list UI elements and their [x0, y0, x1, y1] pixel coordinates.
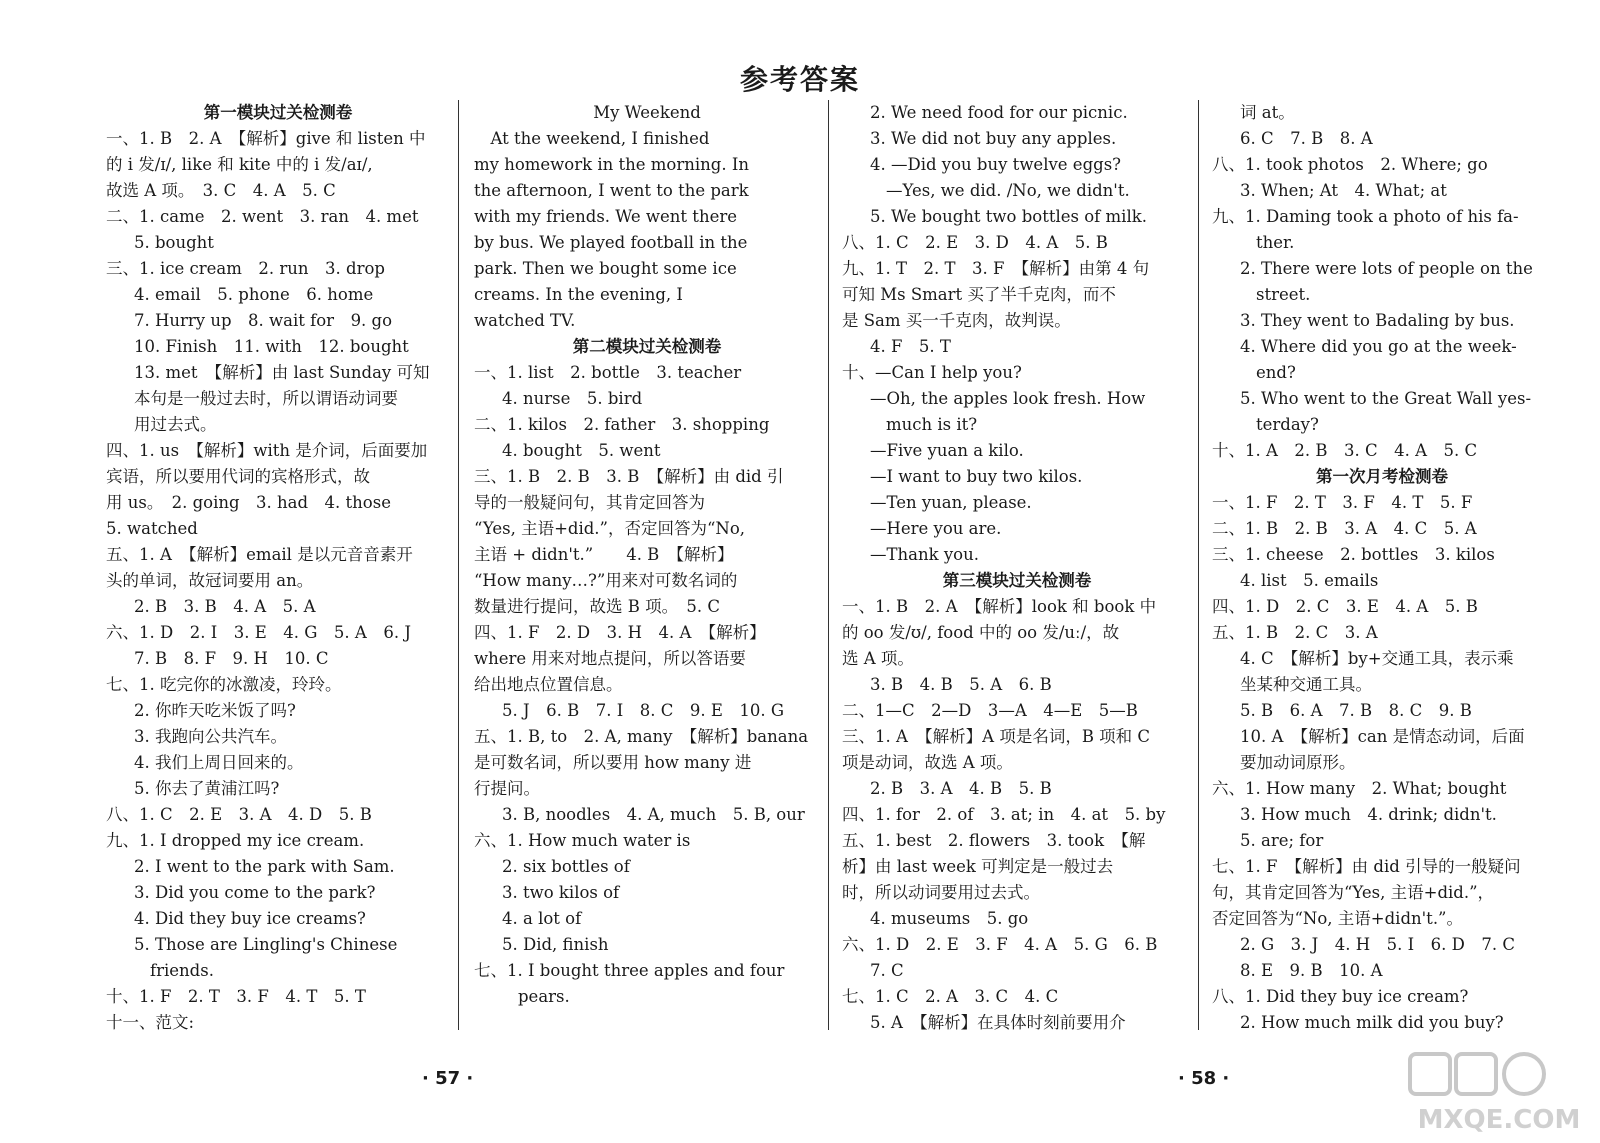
answer-line: 10. Finish 11. with 12. bought	[134, 337, 409, 356]
answer-line: 一、1. B 2. A 【解析】give 和 listen 中	[106, 129, 426, 148]
answer-line: where 用来对地点提问，所以答语要	[474, 649, 746, 668]
answer-line: 4. a lot of	[502, 909, 582, 928]
answer-column-4	[1212, 100, 1552, 1040]
answer-line: 三、1. cheese 2. bottles 3. kilos	[1212, 545, 1495, 564]
answer-line: 八、1. C 2. E 3. D 4. A 5. B	[842, 233, 1108, 252]
answer-line: 句，其肯定回答为“Yes, 主语+did.”，	[1212, 883, 1495, 902]
answer-line: 第一次月考检测卷	[1316, 467, 1448, 486]
answer-line: 七、1. C 2. A 3. C 4. C	[842, 987, 1059, 1006]
answer-line: park. Then we bought some ice	[474, 259, 737, 278]
answer-line: 词 at。	[1240, 103, 1295, 122]
answer-line: —Here you are.	[870, 519, 1002, 538]
answer-line: 一、1. list 2. bottle 3. teacher	[474, 363, 742, 382]
answer-line: 4. list 5. emails	[1240, 571, 1379, 590]
answer-line: 4. F 5. T	[870, 337, 951, 356]
answer-line: 3. We did not buy any apples.	[870, 129, 1117, 148]
answer-line: 一、1. B 2. A 【解析】look 和 book 中	[842, 597, 1157, 616]
answer-line: pears.	[518, 987, 570, 1006]
answer-line: 2. There were lots of people on the	[1240, 259, 1533, 278]
answer-line: 8. E 9. B 10. A	[1240, 961, 1383, 980]
answer-line: —Oh, the apples look fresh. How	[870, 389, 1146, 408]
answer-line: 2. B 3. A 4. B 5. B	[870, 779, 1052, 798]
answer-line: —Yes, we did. /No, we didn't.	[886, 181, 1130, 200]
answer-line: “How many…?”用来对可数名词的	[474, 571, 738, 590]
column-divider	[458, 100, 459, 1030]
answer-line: 用过去式。	[134, 415, 217, 434]
answer-line: my homework in the morning. In	[474, 155, 749, 174]
answer-line: 5. are; for	[1240, 831, 1324, 850]
answer-line: 六、1. D 2. E 3. F 4. A 5. G 6. B	[842, 935, 1158, 954]
answer-line: 7. C	[870, 961, 904, 980]
answer-line: 4. email 5. phone 6. home	[134, 285, 374, 304]
answer-line: 的 oo 发/ʊ/, food 中的 oo 发/uː/，故	[842, 623, 1120, 642]
answer-line: 5. B 6. A 7. B 8. C 9. B	[1240, 701, 1472, 720]
answer-line: 析】由 last week 可判定是一般过去	[842, 857, 1114, 876]
answer-line: 第二模块过关检测卷	[572, 337, 722, 356]
answer-line: 6. C 7. B 8. A	[1240, 129, 1373, 148]
answer-line: 七、1. F 【解析】由 did 引导的一般疑问	[1212, 857, 1521, 876]
answer-line: 第三模块过关检测卷	[942, 571, 1092, 590]
answer-line: 五、1. A 【解析】email 是以元音音素开	[106, 545, 413, 564]
answer-column-2	[474, 100, 820, 1040]
answer-line: 2. B 3. B 4. A 5. A	[134, 597, 316, 616]
answer-line: 2. I went to the park with Sam.	[134, 857, 395, 876]
answer-line: 否定回答为“No, 主语+didn't.”。	[1212, 909, 1463, 928]
answer-line: 六、1. How many 2. What; bought	[1212, 779, 1507, 798]
column-divider	[1198, 100, 1199, 1030]
answer-line: 5. We bought two bottles of milk.	[870, 207, 1147, 226]
answer-line: 的 i 发/ɪ/, like 和 kite 中的 i 发/aɪ/,	[106, 155, 373, 174]
answer-line: 行提问。	[474, 779, 540, 798]
answer-line: 故选 A 项。 3. C 4. A 5. C	[106, 181, 336, 200]
answer-line: 5. Those are Lingling's Chinese	[134, 935, 398, 954]
answer-line: At the weekend, I finished	[474, 129, 710, 148]
answer-line: 4. —Did you buy twelve eggs?	[870, 155, 1122, 174]
answer-line: 二、1. came 2. went 3. ran 4. met	[106, 207, 419, 226]
answer-line: 三、1. A 【解析】A 项是名词，B 项和 C	[842, 727, 1151, 746]
answer-line: the afternoon, I went to the park	[474, 181, 749, 200]
answer-line: 是可数名词，所以要用 how many 进	[474, 753, 752, 772]
answer-line: ther.	[1256, 233, 1295, 252]
answer-line: with my friends. We went there	[474, 207, 737, 226]
answer-line: 数量进行提问，故选 B 项。 5. C	[474, 597, 720, 616]
answer-line: 2. 你昨天吃米饭了吗?	[134, 701, 296, 720]
answer-line: friends.	[150, 961, 214, 980]
answer-line: 4. bought 5. went	[502, 441, 661, 460]
answer-line: 三、1. ice cream 2. run 3. drop	[106, 259, 385, 278]
answer-line: 十一、范文:	[106, 1013, 195, 1032]
answer-line: 3. How much 4. drink; didn't.	[1240, 805, 1497, 824]
answer-line: 5. 你去了黄浦江吗?	[134, 779, 280, 798]
answer-line: by bus. We played football in the	[474, 233, 748, 252]
answer-line: 四、1. F 2. D 3. H 4. A 【解析】	[474, 623, 766, 642]
answer-line: 二、1. kilos 2. father 3. shopping	[474, 415, 770, 434]
answer-line: 九、1. Daming took a photo of his fa-	[1212, 207, 1519, 226]
answer-line: 5. Did, finish	[502, 935, 609, 954]
answer-line: 四、1. for 2. of 3. at; in 4. at 5. by	[842, 805, 1166, 824]
answer-line: 3. Did you come to the park?	[134, 883, 376, 902]
answer-line: 十、1. A 2. B 3. C 4. A 5. C	[1212, 441, 1478, 460]
answer-line: 九、1. T 2. T 3. F 【解析】由第 4 句	[842, 259, 1150, 278]
answer-line: “Yes, 主语+did.”，否定回答为“No,	[474, 519, 746, 538]
answer-line: 四、1. us 【解析】with 是介词，后面要加	[106, 441, 428, 460]
answer-line: 主语 + didn't.” 4. B 【解析】	[474, 545, 734, 564]
answer-line: 2. G 3. J 4. H 5. I 6. D 7. C	[1240, 935, 1515, 954]
answer-line: 十、1. F 2. T 3. F 4. T 5. T	[106, 987, 366, 1006]
answer-line: terday?	[1256, 415, 1319, 434]
answer-line: 一、1. F 2. T 3. F 4. T 5. F	[1212, 493, 1473, 512]
answer-line: 3. B, noodles 4. A, much 5. B, our	[502, 805, 805, 824]
answer-line: much is it?	[886, 415, 978, 434]
watermark-text: MXQE.COM	[1417, 1105, 1581, 1135]
answer-line: 4. C 【解析】by+交通工具，表示乘	[1240, 649, 1514, 668]
answer-line: 五、1. B, to 2. A, many 【解析】banana	[474, 727, 809, 746]
answer-line: 5. watched	[106, 519, 198, 538]
answer-line: 项是动词，故选 A 项。	[842, 753, 1013, 772]
answer-line: 3. two kilos of	[502, 883, 620, 902]
answer-line: 4. nurse 5. bird	[502, 389, 643, 408]
answer-line: 五、1. B 2. C 3. A	[1212, 623, 1378, 642]
answer-line: 4. 我们上周日回来的。	[134, 753, 304, 772]
answer-line: 八、1. C 2. E 3. A 4. D 5. B	[106, 805, 372, 824]
answer-line: 4. museums 5. go	[870, 909, 1029, 928]
page-number-left: · 57 ·	[422, 1068, 474, 1089]
answer-line: My Weekend	[593, 103, 701, 122]
answer-line: 二、1—C 2—D 3—A 4—E 5—B	[842, 701, 1138, 720]
answer-line: 5. A 【解析】在具体时刻前要用介	[870, 1013, 1126, 1032]
answer-line: 六、1. How much water is	[474, 831, 691, 850]
answer-line: 用 us。 2. going 3. had 4. those	[106, 493, 391, 512]
page-title: 参考答案	[739, 63, 860, 96]
answer-line: 二、1. B 2. B 3. A 4. C 5. A	[1212, 519, 1477, 538]
answer-line: 本句是一般过去时，所以谓语动词要	[134, 389, 398, 408]
answer-line: 七、1. 吃完你的冰激凌，玲玲。	[106, 675, 342, 694]
answer-line: 十、—Can I help you?	[842, 363, 1022, 382]
answer-line: 可知 Ms Smart 买了半千克肉，而不	[842, 285, 1116, 304]
answer-line: 5. Who went to the Great Wall yes-	[1240, 389, 1532, 408]
page-number-right: · 58 ·	[1178, 1068, 1230, 1089]
answer-line: 3. They went to Badaling by bus.	[1240, 311, 1515, 330]
answer-column-1	[106, 100, 450, 1040]
answer-line: 宾语，所以要用代词的宾格形式，故	[106, 467, 370, 486]
answer-line: creams. In the evening, I	[474, 285, 683, 304]
answer-line: 八、1. Did they buy ice cream?	[1212, 987, 1469, 1006]
answer-line: 3. When; At 4. What; at	[1240, 181, 1447, 200]
answer-line: 五、1. best 2. flowers 3. took 【解	[842, 831, 1146, 850]
answer-line: —Thank you.	[870, 545, 979, 564]
answer-line: 坐某种交通工具。	[1240, 675, 1372, 694]
answer-line: 四、1. D 2. C 3. E 4. A 5. B	[1212, 597, 1478, 616]
answer-line: —Five yuan a kilo.	[870, 441, 1024, 460]
answer-line: 4. Where did you go at the week-	[1240, 337, 1517, 356]
watermark-logo	[1404, 1050, 1594, 1138]
answer-line: 3. 我跑向公共汽车。	[134, 727, 287, 746]
answer-line: 5. bought	[134, 233, 214, 252]
answer-line: 时，所以动词要用过去式。	[842, 883, 1040, 902]
answer-line: 13. met 【解析】由 last Sunday 可知	[134, 363, 430, 382]
answer-line: 选 A 项。	[842, 649, 914, 668]
answer-line: watched TV.	[474, 311, 576, 330]
answer-line: 导的一般疑问句，其肯定回答为	[474, 493, 705, 512]
answer-line: —Ten yuan, please.	[870, 493, 1032, 512]
answer-line: 给出地点位置信息。	[474, 675, 623, 694]
answer-line: 要加动词原形。	[1240, 753, 1356, 772]
answer-line: 5. J 6. B 7. I 8. C 9. E 10. G	[502, 701, 785, 720]
answer-line: 4. Did they buy ice creams?	[134, 909, 366, 928]
answer-line: 2. How much milk did you buy?	[1240, 1013, 1504, 1032]
answer-line: 六、1. D 2. I 3. E 4. G 5. A 6. J	[106, 623, 411, 642]
answer-line: 2. We need food for our picnic.	[870, 103, 1128, 122]
answer-line: 第一模块过关检测卷	[203, 103, 353, 122]
answer-line: 七、1. I bought three apples and four	[474, 961, 785, 980]
answer-line: 头的单词，故冠词要用 an。	[106, 571, 314, 590]
answer-line: street.	[1256, 285, 1311, 304]
answer-column-3	[842, 100, 1192, 1040]
column-divider	[828, 100, 829, 1030]
answer-line: —I want to buy two kilos.	[870, 467, 1083, 486]
answer-line: 10. A 【解析】can 是情态动词，后面	[1240, 727, 1525, 746]
answer-line: 3. B 4. B 5. A 6. B	[870, 675, 1052, 694]
answer-line: 2. six bottles of	[502, 857, 630, 876]
answer-line: 八、1. took photos 2. Where; go	[1212, 155, 1488, 174]
answer-line: end?	[1256, 363, 1296, 382]
answer-line: 7. Hurry up 8. wait for 9. go	[134, 311, 393, 330]
answer-line: 九、1. I dropped my ice cream.	[106, 831, 365, 850]
answer-line: 是 Sam 买一千克肉，故判误。	[842, 311, 1071, 330]
answer-line: 三、1. B 2. B 3. B 【解析】由 did 引	[474, 467, 784, 486]
answer-line: 7. B 8. F 9. H 10. C	[134, 649, 329, 668]
